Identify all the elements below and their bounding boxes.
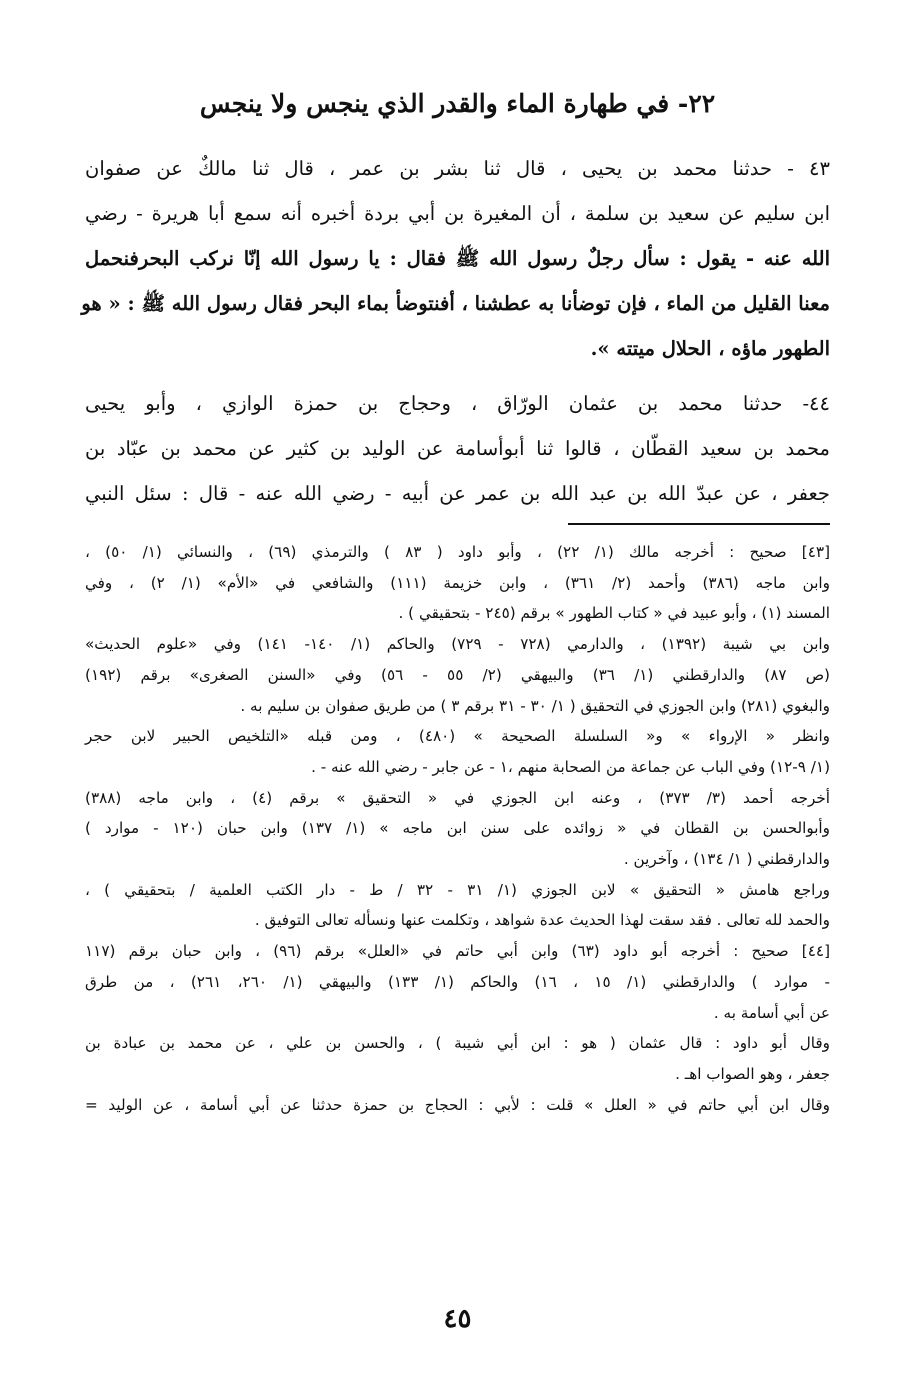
footnote-line: أخرجه أحمد (٣/ ٣٧٣) ، وعنه ابن الجوزي في « التحقيق » برقم (٤) ، وابن ماجه (٣٨٨) <box>85 788 830 807</box>
footnote-line: (١/ ٩-١٢) وفي الباب عن جماعة من الصحابة منهم ،١ - عن جابر - رضي الله عنه - . <box>311 757 830 776</box>
hadith-43-line: الله عنه - يقول : سأل رجلٌ رسول الله ﷺ فقال : يا رسول الله إنّا نركب البحرفنحمل <box>85 247 830 270</box>
hadith-43 <box>81 146 830 371</box>
hadith-44-line: ٤٤- حدثنا محمد بن عثمان الورّاق ، وحجاج بن حمزة الوازي ، وأبو يحيى <box>85 392 830 415</box>
footnote-line: والدارقطني ( ١/ ١٣٤) ، وآخرين . <box>623 850 830 869</box>
footnote-line: وقال ابن أبي حاتم في « العلل » قلت : لأبي : الحجاج بن حمزة حدثنا عن أبي أسامة ، عن الوليد = <box>85 1095 830 1114</box>
hadith-44-line: جعفر ، عن عبدّ الله بن عبد الله بن عمر عن أبيه - رضي الله عنه - قال : سئل النبي <box>85 482 830 505</box>
footnote-line: والحمد لله تعالى . فقد سقت لهذا الحديث عدة شواهد ، وتكلمت عنها ونسأله تعالى التوفيق . <box>254 911 830 930</box>
footnote-line: وراجع هامش « التحقيق » لابن الجوزي (١/ ٣١ - ٣٢ / ط - دار الكتب العلمية / بتحقيقي ) ، <box>85 880 830 899</box>
chapter-title: ٢٢- في طهارة الماء والقدر الذي ينجس ولا ينجس <box>199 89 716 118</box>
footnote-separator <box>568 523 830 525</box>
footnote-line: المسند (١) ، وأبو عبيد في « كتاب الطهور » برقم (٢٤٥ - بتحقيقي ) . <box>398 604 830 623</box>
footnote-line: وانظر « الإرواء » و« السلسلة الصحيحة » (٤٨٠) ، ومن قبله «التلخيص الحبير لابن حجر <box>85 727 830 746</box>
hadith-43-line: معنا القليل من الماء ، فإن توضأنا به عطشنا ، أفنتوضأ بماء البحر فقال رسول الله ﷺ : « هو <box>81 292 830 315</box>
hadith-44-line: محمد بن سعيد القطّان ، قالوا ثنا أبوأسامة عن الوليد بن كثير عن محمد بن عبّاد بن <box>85 437 830 460</box>
footnote-line: وابن ماجه (٣٨٦) وأحمد (٢/ ٣٦١) ، وابن خزيمة (١١١) والشافعي في «الأم» (١/ ٢) ، وفي <box>85 573 830 592</box>
hadith-43-line: الطهور ماؤه ، الحلال ميتته ». <box>590 337 830 360</box>
hadith-44 <box>85 381 830 516</box>
footnotes <box>85 537 830 1120</box>
footnote-line: وأبوالحسن بن القطان في « زوائده على سنن ابن ماجه » (١/ ١٣٧) وابن حبان (١٢٠ - موارد ) <box>85 819 830 838</box>
footnote-line: والبغوي (٢٨١) وابن الجوزي في التحقيق ( ١/ ٣٠ - ٣١ برقم ٣ ) من طريق صفوان بن سليم به . <box>240 696 830 715</box>
footnote-line: [٤٣] صحيح : أخرجه مالك (١/ ٢٢) ، وأبو داود ( ٨٣ ) والترمذي (٦٩) ، والنسائي (١/ ٥٠) ، <box>85 543 831 561</box>
page-number: ٤٥ <box>443 1304 472 1334</box>
footnote-line: (ص ٨٧) والدارقطني (١/ ٣٦) والبيهقي (٢/ ٥٥ - ٥٦) وفي «السنن الصغرى» برقم (١٩٢) <box>85 665 830 684</box>
hadith-43-line: ابن سليم عن سعيد بن سلمة ، أن المغيرة بن أبي بردة أخبره أنه سمع أبا هريرة - رضي <box>85 202 830 225</box>
hadith-43-line: ٤٣ - حدثنا محمد بن يحيى ، قال ثنا بشر بن عمر ، قال ثنا مالكٌ عن صفوان <box>85 157 830 180</box>
footnote-line: وابن بي شيبة (١٣٩٢) ، والدارمي (٧٢٨ - ٧٢٩) والحاكم (١/ ١٤٠- ١٤١) وفي «علوم الحديث» <box>85 635 830 654</box>
footnote-line: وقال أبو داود : قال عثمان ( هو : ابن أبي شيبة ) ، والحسن بن علي ، عن محمد بن عبادة بن <box>85 1034 830 1053</box>
footnote-line: عن أبي أسامة به . <box>713 1003 830 1022</box>
footnote-line: جعفر ، وهو الصواب اهـ . <box>675 1064 830 1083</box>
footnote-line: [٤٤] صحيح : أخرجه أبو داود (٦٣) وابن أبي حاتم في «العلل» برقم (٩٦) ، وابن حبان برقم (١١٧ <box>85 942 830 961</box>
footnote-line: - موارد ) والدارقطني (١/ ١٥ ، ١٦) والحاكم (١/ ١٣٣) والبيهقي (١/ ٢٦٠، ٢٦١) ، من طرق <box>85 972 831 991</box>
main-text <box>81 146 830 526</box>
